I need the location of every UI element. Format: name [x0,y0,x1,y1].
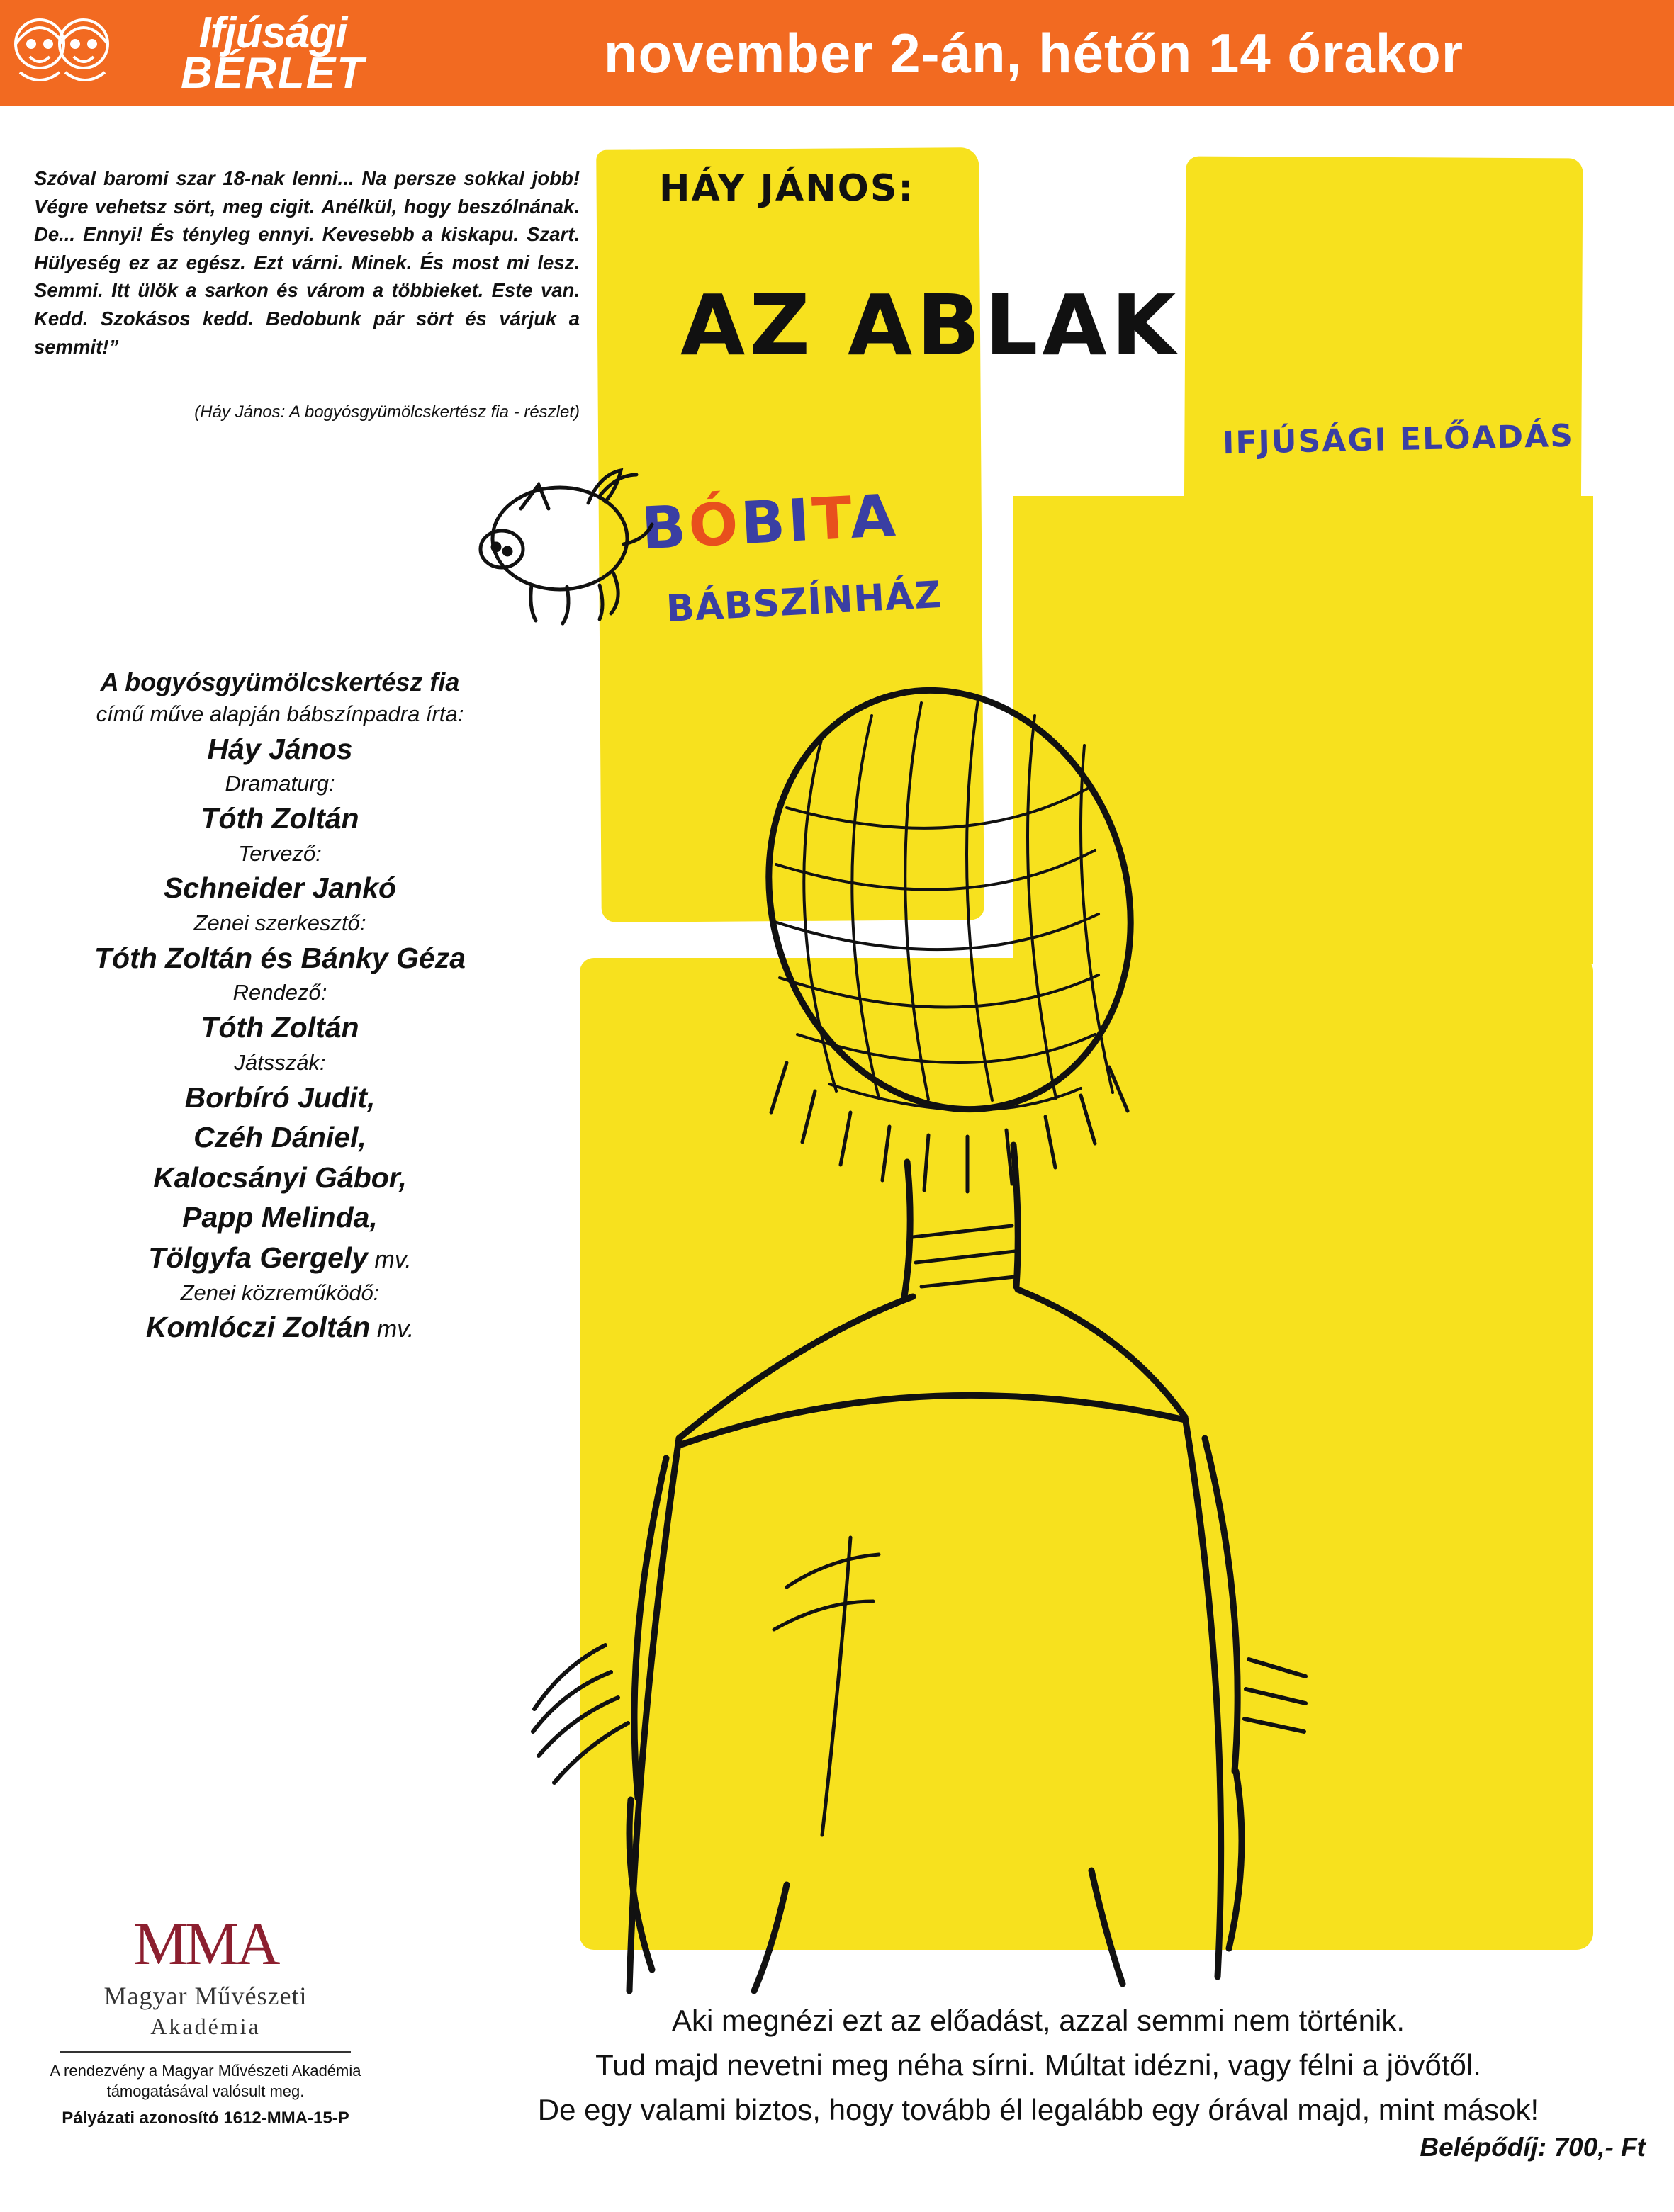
mma-wordmark: MMA [133,1909,278,1977]
credit-name-director: Tóth Zoltán [201,1011,359,1044]
ticket-price: Belépődíj: 700,- Ft [1420,2133,1646,2162]
poster-title: AZ ABLAK [680,276,1181,374]
theatre-letter-a: A [848,482,900,552]
quote-text: Szóval baromi szar 18-nak lenni... Na persze sokkal jobb! Végre vehetsz sört, meg cigit. Anélkül, hogy beszólnának. De... Ennyi! És tényleg ennyi. Kevesebb a kiskapu. Szart. Hülyeség ez az egész. Ezt várni. Minek. És most mi lesz. Semmi. Itt ülök a sarkon és várom a többieket. Este van. Kedd. Szokásos kedd. Bedobunk pár sört és várjuk a semmit!” [34,167,580,358]
cast-member-5-suffix: mv. [368,1246,412,1274]
cast-member-4: Papp Melinda, [182,1201,378,1234]
credit-role-musician: Zenei közreműködő: [180,1280,380,1305]
poster-author: HÁY JÁNOS: [659,167,915,210]
performance-date: november 2-án, hétőn 14 órakor [603,21,1464,84]
cast-member-1: Borbíró Judit, [184,1080,376,1114]
credit-role-designer: Tervező: [238,840,322,866]
theatre-subtitle: BÁBSZÍNHÁZ [665,573,943,631]
credit-role-dramaturg: Dramaturg: [225,771,335,796]
cast-member-2: Czéh Dániel, [193,1121,366,1154]
cast-member-5-name: Tölgyfa Gergely [148,1241,369,1275]
credit-role-cast: Játsszák: [234,1049,326,1075]
credit-role-director: Rendező: [232,980,327,1005]
mma-logo-block [39,1909,372,2128]
cast-member-3: Kalocsányi Gábor, [153,1161,407,1194]
puppet-figure-illustration [454,666,1517,1998]
mma-support-note: A rendezvény a Magyar Művészeti Akadémia támogatásával valósult meg. [50,2062,361,2100]
mma-project-id: Pályázati azonosító 1612-MMA-15-P [62,2109,349,2128]
theatre-letter-i: I [786,486,814,555]
bottom-line-1: Aki megnézi ezt az előadást, azzal semmi nem történik. [671,2004,1405,2037]
subscription-badge [124,8,422,98]
work-title: A bogyósgyümölcskertész fia [100,667,460,696]
bottom-description [425,1998,1651,2132]
credit-name-dramaturg: Tóth Zoltán [201,802,359,835]
theatre-letter-o: Ó [687,490,743,560]
credit-name-designer: Schneider Jankó [163,871,397,905]
two-faces-icon [0,0,124,106]
theatre-name [640,483,900,563]
divider [60,2051,351,2053]
musician-suffix: mv. [370,1316,415,1343]
mma-name-line-1: Magyar Művészeti [103,1982,308,2010]
quote-source: (Háy János: A bogyósgyümölcskertész fia - részlet) [194,402,580,422]
bottom-line-3: De egy valami biztos, hogy tovább él legalább egy órával majd, mint mások! [537,2093,1539,2126]
bottom-line-2: Tud majd nevetni meg néha sírni. Múltat idézni, vagy félni a jövőtől. [595,2048,1481,2082]
credit-name-author: Háy János [207,732,353,765]
work-subtitle: című műve alapján bábszínpadra írta: [96,701,464,726]
badge-line-2: BÉRLET [181,49,365,98]
credit-name-music-editor: Tóth Zoltán és Bánky Géza [94,941,466,974]
flying-pig-icon [454,425,666,645]
badge-line-1: Ifjúsági [198,8,347,57]
poster-subtitle: IFJÚSÁGI ELŐADÁS [1222,417,1575,462]
theatre-letter-b2: B [738,487,790,558]
theatre-letter-b: B [639,493,691,563]
credit-role-music-editor: Zenei szerkesztő: [193,910,366,936]
theatre-letter-t: T [810,485,853,554]
musician-name: Komlóczi Zoltán [145,1311,371,1344]
header-bar [0,0,1674,106]
mma-name-line-2: Akadémia [150,2014,261,2039]
